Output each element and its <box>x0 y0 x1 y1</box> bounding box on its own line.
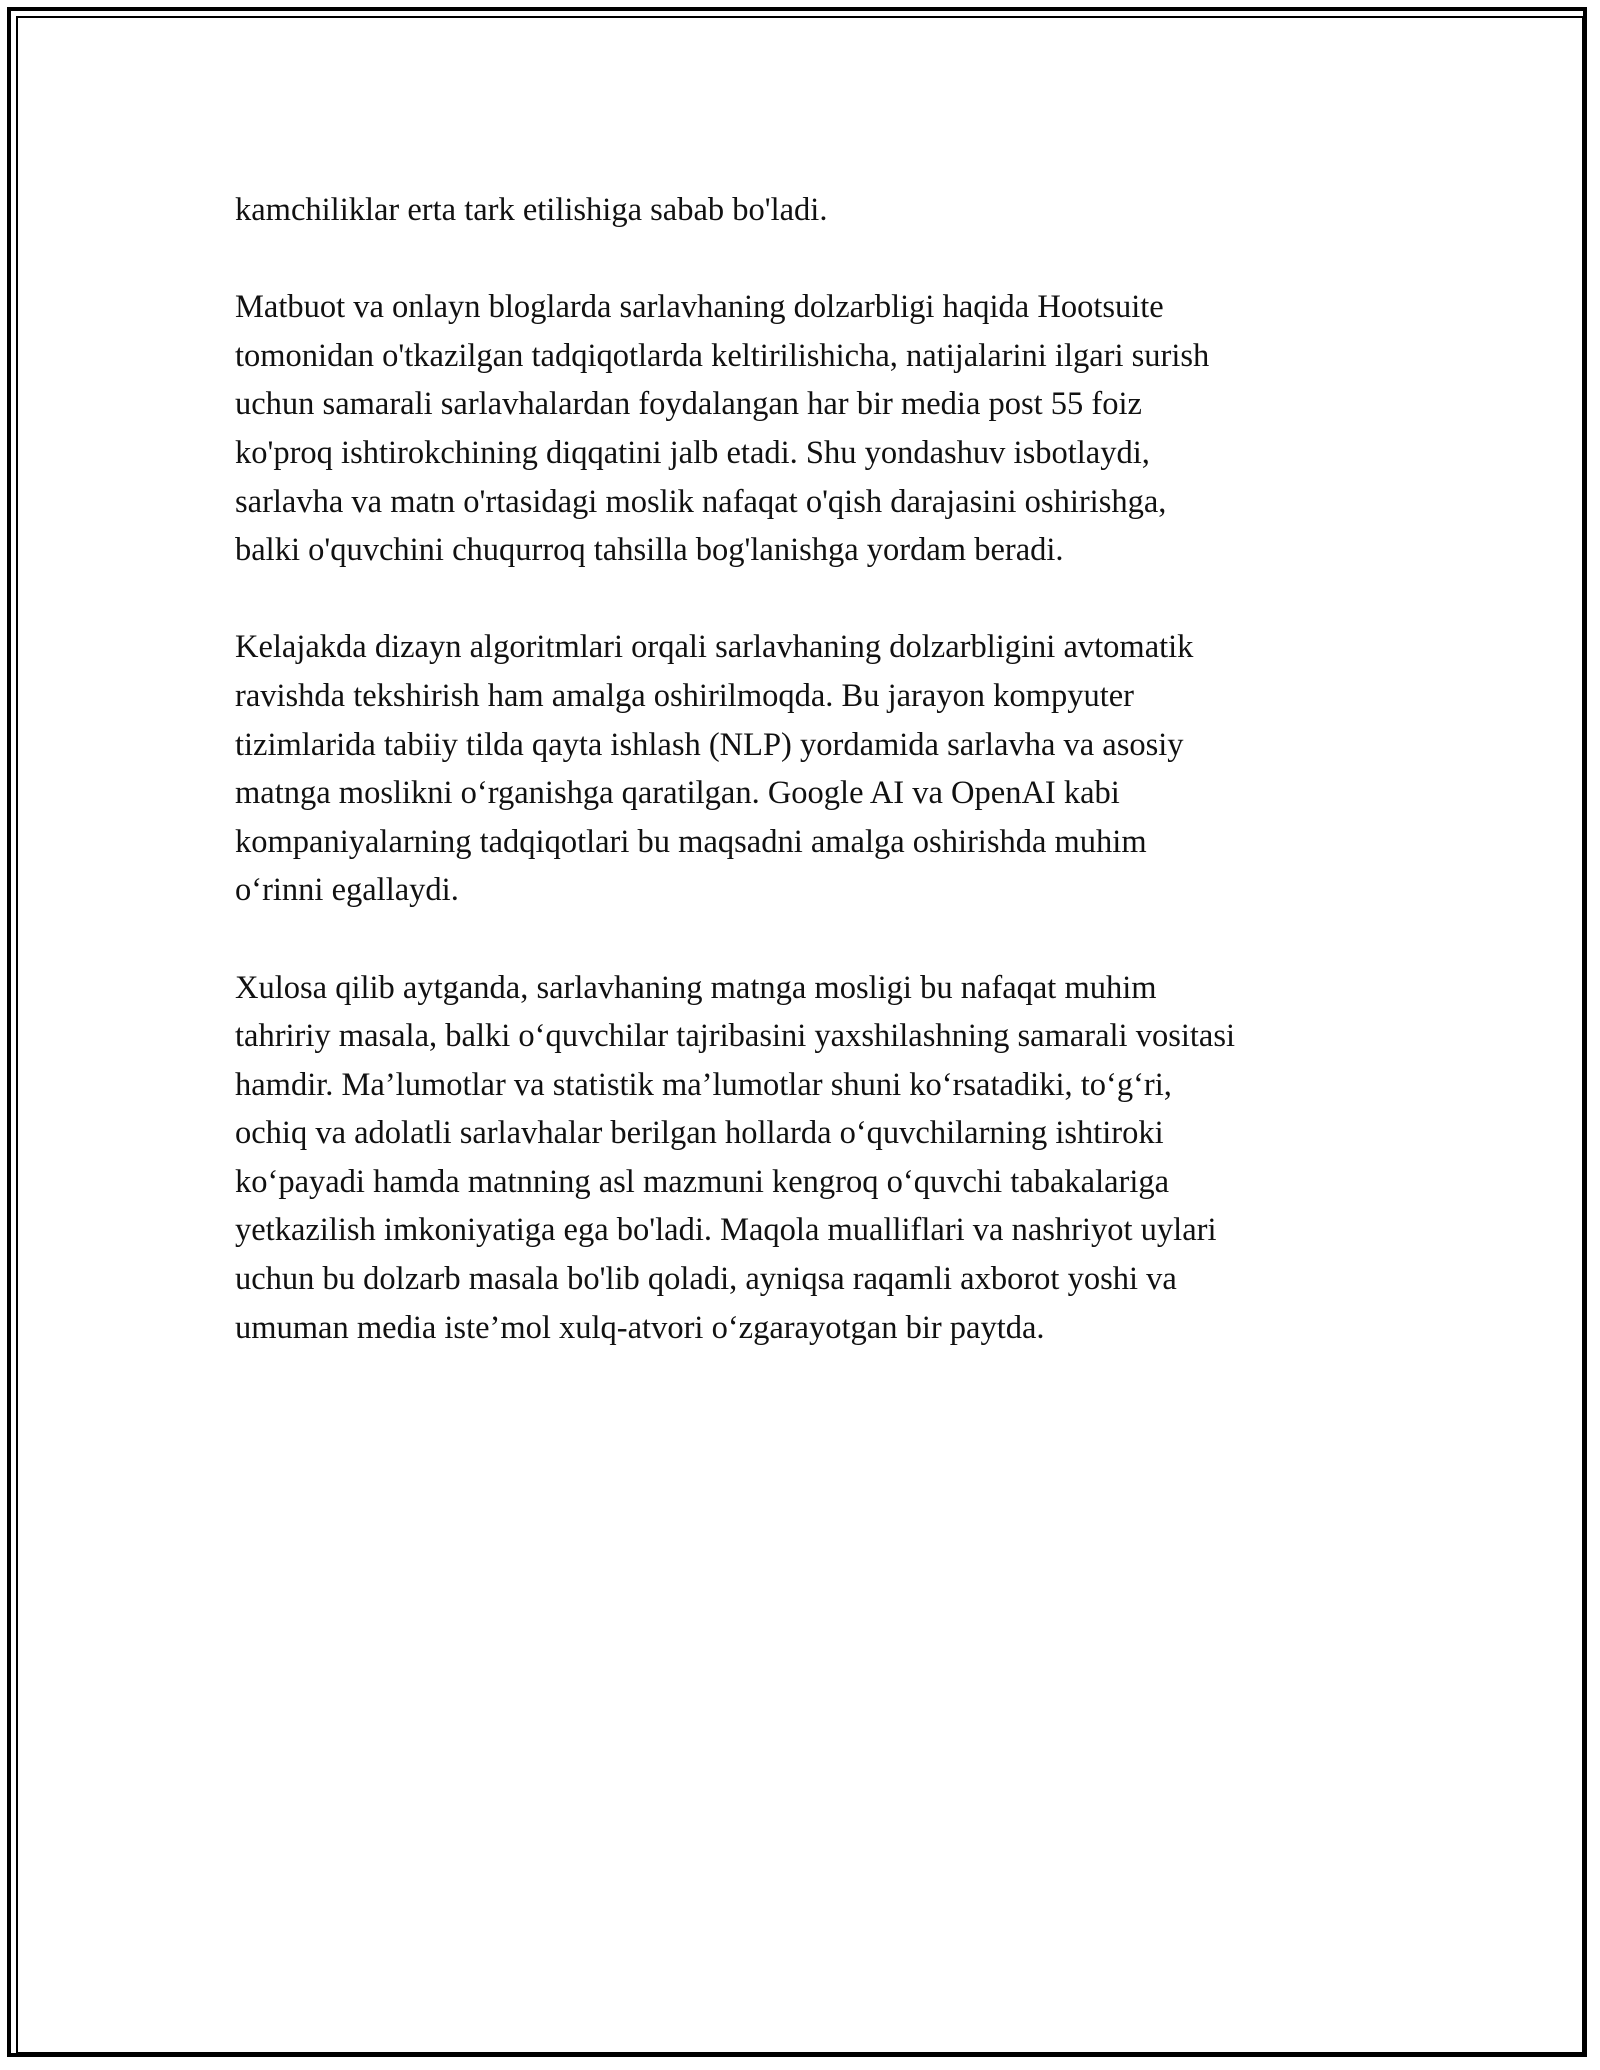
paragraph-conclusion: Xulosa qilib aytganda, sarlavhaning matnga mosligi bu nafaqat muhim tahririy masala, balki o‘quvchilar tajribasini yaxshilashning samarali vositasi hamdir. Ma’lumotlar va statistik ma’lumotlar shuni ko‘rsatadiki, to‘g‘ri, ochiq va adolatli sarlavhalar berilgan hollarda o‘quvchilarning ishtiroki ko‘payadi hamda matnning asl mazmuni kengroq o‘quvchi tabakalariga yetkazilish imkoniyatiga ega bo'ladi. Maqola mualliflari va nashriyot uylari uchun bu dolzarb masala bo'lib qoladi, ayniqsa raqamli axborot yoshi va umuman media iste’mol xulq-atvori o‘zgarayotgan bir paytda. <box>235 969 1236 1346</box>
paragraph-continuation: kamchiliklar erta tark etilishiga sabab bo'ladi. <box>235 192 828 228</box>
paragraph-hootsuite-research: Matbuot va onlayn bloglarda sarlavhaning dolzarbligi haqida Hootsuite tomonidan o'tkazilgan tadqiqotlarda keltirilishicha, natijalarini ilgari surish uchun samarali sarlavhalardan foydalangan har bir media post 55 foiz ko'proq ishtirokchining diqqatini jalb etadi. Shu yondashuv isbotlaydi, sarlavha va matn o'rtasidagi moslik nafaqat o'qish darajasini oshirishga, balki o'quvchini chuqurroq tahsilla bog'lanishga yordam beradi. <box>235 289 1210 569</box>
document-body <box>235 186 1395 1401</box>
paragraph-nlp-algorithms: Kelajakda dizayn algoritmlari orqali sarlavhaning dolzarbligini avtomatik ravishda tekshirish ham amalga oshirilmoqda. Bu jarayon kompyuter tizimlarida tabiiy tilda qayta ishlash (NLP) yordamida sarlavha va asosiy matnga moslikni o‘rganishga qaratilgan. Google AI va OpenAI kabi kompaniyalarning tadqiqotlari bu maqsadni amalga oshirishda muhim o‘rinni egallaydi. <box>235 629 1194 909</box>
